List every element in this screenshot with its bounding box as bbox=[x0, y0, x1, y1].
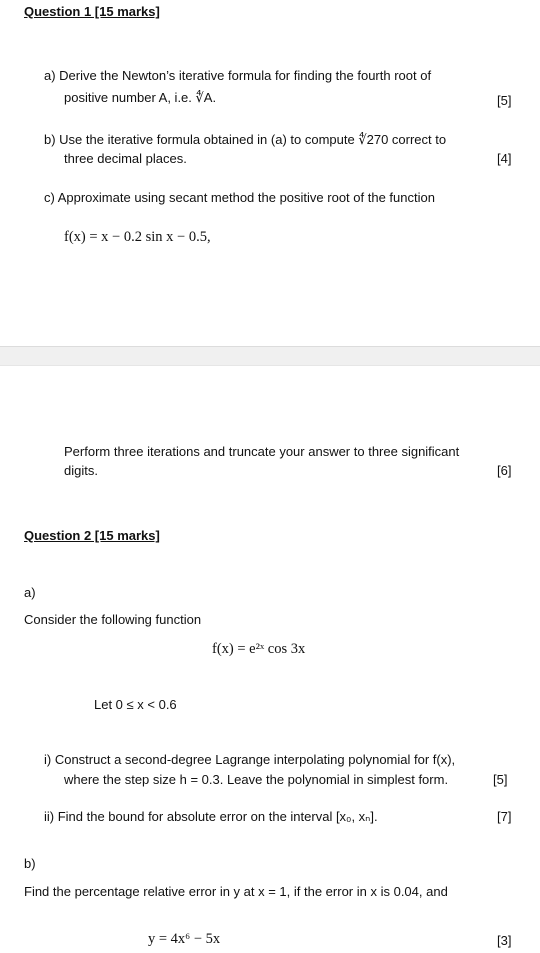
q1b-marks: [4] bbox=[497, 151, 512, 166]
q2a-i-line1: i) Construct a second-degree Lagrange interpolating polynomial for f(x), bbox=[44, 752, 456, 767]
q1a-text-line2: positive number A, i.e. ∜A. bbox=[64, 90, 217, 105]
q2a-intro: Consider the following function bbox=[24, 612, 202, 627]
q2a-range: Let 0 ≤ x < 0.6 bbox=[94, 697, 177, 712]
question-1-heading: Question 1 [15 marks] bbox=[24, 4, 160, 19]
q1a-marks: [5] bbox=[497, 93, 512, 108]
q2b-label: b) bbox=[24, 856, 36, 871]
question-2-heading: Question 2 [15 marks] bbox=[24, 528, 160, 543]
q2a-i-marks: [5] bbox=[493, 772, 508, 787]
q2b-text: Find the percentage relative error in y at x = 1, if the error in x is 0.04, and bbox=[24, 884, 448, 899]
q2a-ii-marks: [7] bbox=[497, 809, 512, 824]
q1c-equation: f(x) = x − 0.2 sin x − 0.5, bbox=[64, 229, 211, 245]
q2a-label: a) bbox=[24, 585, 36, 600]
q1a-text-line1: a) Derive the Newton’s iterative formula for finding the fourth root of bbox=[44, 68, 432, 83]
q1c-marks: [6] bbox=[497, 463, 512, 478]
q1b-text-line1: b) Use the iterative formula obtained in (a) to compute ∜270 correct to bbox=[44, 132, 447, 147]
q1c-text-line1: c) Approximate using secant method the positive root of the function bbox=[44, 190, 435, 205]
q2a-equation: f(x) = e²ˣ cos 3x bbox=[212, 641, 306, 657]
page-break-divider bbox=[0, 346, 540, 366]
q2b-marks: [3] bbox=[497, 933, 512, 948]
q2a-ii-line: ii) Find the bound for absolute error on the interval [x₀, xₙ]. bbox=[44, 809, 378, 824]
q2a-i-line2: where the step size h = 0.3. Leave the polynomial in simplest form. bbox=[64, 772, 449, 787]
q1b-text-line2: three decimal places. bbox=[64, 151, 187, 166]
q1c-continuation-line2: digits. bbox=[64, 463, 98, 478]
q1c-continuation-line1: Perform three iterations and truncate your answer to three significant bbox=[64, 444, 460, 459]
q2b-equation: y = 4x⁶ − 5x bbox=[148, 931, 221, 947]
